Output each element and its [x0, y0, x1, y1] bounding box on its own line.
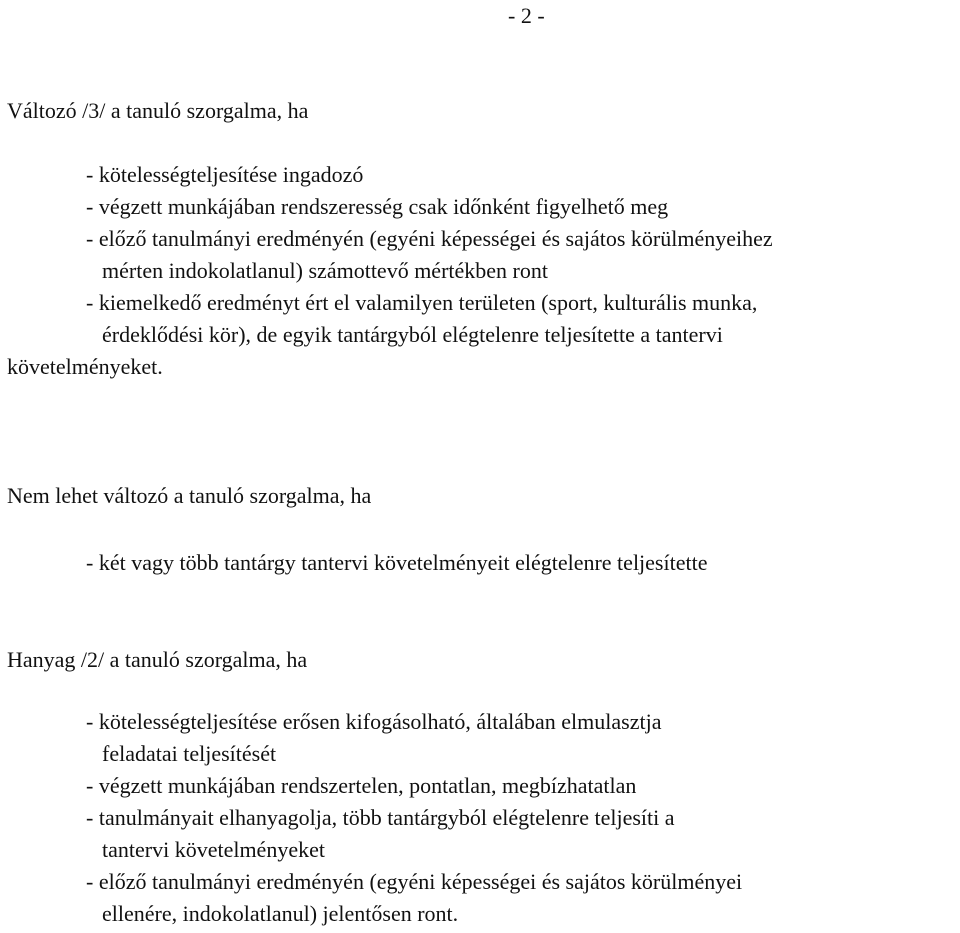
criteria-list-hanyag	[86, 706, 742, 930]
section-heading-nem-lehet-valtozo: Nem lehet változó a tanuló szorgalma, ha	[7, 483, 372, 508]
list-item: - végzett munkájában rendszeresség csak időnként figyelhető meg	[86, 194, 669, 219]
list-item: - tanulmányait elhanyagolja, több tantárgyból elégtelenre teljesíti a	[86, 805, 675, 830]
list-item: - kötelességteljesítése ingadozó	[86, 162, 364, 187]
list-item: - előző tanulmányi eredményén (egyéni képességei és sajátos körülményei	[86, 869, 743, 894]
section-heading-valtozo: Változó /3/ a tanuló szorgalma, ha	[7, 98, 309, 123]
list-item-continuation: feladatai teljesítését	[102, 741, 277, 766]
criteria-list-nem-lehet-valtozo	[86, 547, 707, 579]
list-item: - előző tanulmányi eredményén (egyéni képességei és sajátos körülményeihez	[86, 226, 773, 251]
list-item: - két vagy több tantárgy tantervi követelményeit elégtelenre teljesítette	[86, 550, 708, 575]
list-item-continuation: mérten indokolatlanul) számottevő mértékben ront	[102, 258, 548, 283]
list-item: - kötelességteljesítése erősen kifogásolható, általában elmulasztja	[86, 709, 662, 734]
list-item-continuation: ellenére, indokolatlanul) jelentősen ront.	[102, 901, 459, 926]
criteria-list-valtozo	[7, 159, 773, 383]
list-item-continuation: érdeklődési kör), de egyik tantárgyból elégtelenre teljesítette a tantervi	[102, 322, 723, 347]
list-item-continuation: követelményeket.	[7, 354, 163, 379]
list-item: - kiemelkedő eredményt ért el valamilyen területen (sport, kulturális munka,	[86, 290, 758, 315]
list-item: - végzett munkájában rendszertelen, pontatlan, megbízhatatlan	[86, 773, 637, 798]
section-heading-hanyag: Hanyag /2/ a tanuló szorgalma, ha	[7, 647, 308, 672]
list-item-continuation: tantervi követelményeket	[102, 837, 325, 862]
page-number: - 2 -	[508, 3, 545, 28]
